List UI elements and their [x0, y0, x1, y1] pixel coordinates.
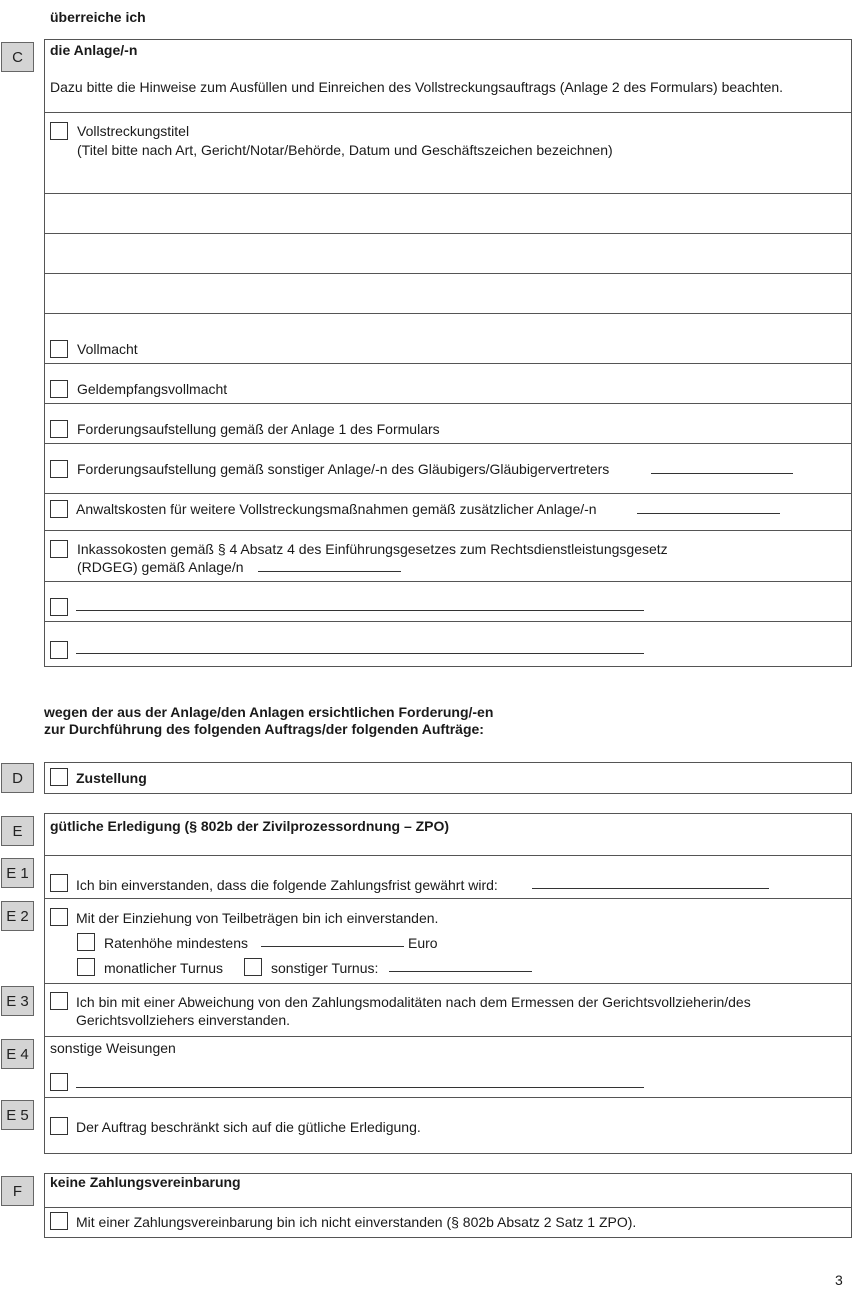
section-c-title: die Anlage/-n	[50, 42, 138, 58]
e3-checkbox[interactable]	[50, 992, 68, 1010]
sonstiger-turnus-input[interactable]	[389, 971, 532, 972]
forderung-sonstige-checkbox[interactable]	[50, 460, 68, 478]
section-e2-marker: E 2	[1, 901, 34, 931]
divider	[44, 898, 852, 899]
divider	[44, 403, 852, 404]
euro-label: Euro	[408, 935, 438, 951]
section-f-title: keine Zahlungsvereinbarung	[50, 1174, 241, 1190]
section-e1-marker: E 1	[1, 858, 34, 888]
divider	[44, 233, 852, 234]
other-attachment-input-2[interactable]	[76, 653, 644, 654]
other-attachment-checkbox-2[interactable]	[50, 641, 68, 659]
e3-label-line2: Gerichtsvollziehers einverstanden.	[76, 1012, 290, 1028]
zustellung-label: Zustellung	[76, 770, 147, 786]
forderung-sonstige-label: Forderungsaufstellung gemäß sonstiger Anlage/-n des Gläubigers/Gläubigervertreters	[77, 461, 610, 477]
inkassokosten-label-line1: Inkassokosten gemäß § 4 Absatz 4 des Einführungsgesetzes zum Rechtsdienstleistungsgesetz	[77, 541, 668, 557]
sonstiger-turnus-checkbox[interactable]	[244, 958, 262, 976]
divider	[44, 530, 852, 531]
divider	[44, 363, 852, 364]
section-e3-marker: E 3	[1, 986, 34, 1016]
section-f-marker: F	[1, 1176, 34, 1206]
anwaltskosten-label: Anwaltskosten für weitere Vollstreckungsmaßnahmen gemäß zusätzlicher Anlage/-n	[76, 501, 597, 517]
anwaltskosten-input[interactable]	[637, 513, 780, 514]
vollstreckungstitel-label: Vollstreckungstitel	[77, 123, 190, 139]
ratenhoehe-label: Ratenhöhe mindestens	[104, 935, 248, 951]
section-d-marker: D	[1, 763, 34, 793]
e5-checkbox[interactable]	[50, 1117, 68, 1135]
divider	[44, 581, 852, 582]
ratenhoehe-checkbox[interactable]	[77, 933, 95, 951]
anwaltskosten-checkbox[interactable]	[50, 500, 68, 518]
section-d-box	[44, 762, 852, 794]
section-c-marker: C	[1, 42, 34, 72]
sonstiger-turnus-label: sonstiger Turnus:	[271, 960, 379, 976]
other-attachment-checkbox-1[interactable]	[50, 598, 68, 616]
divider	[44, 273, 852, 274]
intro-text: überreiche ich	[50, 9, 146, 25]
section-c-note: Dazu bitte die Hinweise zum Ausfüllen und Einreichen des Vollstreckungsauftrags (Anlage 2 des Formulars) beachten.	[50, 79, 784, 95]
divider	[44, 443, 852, 444]
f-label: Mit einer Zahlungsvereinbarung bin ich nicht einverstanden (§ 802b Absatz 2 Satz 1 ZPO).	[76, 1214, 637, 1230]
e4-title: sonstige Weisungen	[50, 1040, 176, 1056]
section-e4-marker: E 4	[1, 1039, 34, 1069]
vollstreckungstitel-checkbox[interactable]	[50, 122, 68, 140]
e1-label: Ich bin einverstanden, dass die folgende Zahlungsfrist gewährt wird:	[76, 877, 498, 893]
e2-label: Mit der Einziehung von Teilbeträgen bin ich einverstanden.	[76, 910, 439, 926]
vollmacht-checkbox[interactable]	[50, 340, 68, 358]
monatlich-label: monatlicher Turnus	[104, 960, 224, 976]
forderung-anlage1-checkbox[interactable]	[50, 420, 68, 438]
ratenhoehe-input[interactable]	[261, 946, 404, 947]
divider	[44, 983, 852, 984]
divider	[44, 1036, 852, 1037]
section-e-title: gütliche Erledigung (§ 802b der Zivilprozessordnung – ZPO)	[50, 818, 450, 834]
inkassokosten-label-line2: (RDGEG) gemäß Anlage/n	[77, 559, 244, 575]
divider	[44, 621, 852, 622]
zustellung-checkbox[interactable]	[50, 768, 68, 786]
title-entry-field-2[interactable]	[46, 236, 850, 270]
e1-checkbox[interactable]	[50, 874, 68, 892]
monatlich-checkbox[interactable]	[77, 958, 95, 976]
divider	[44, 112, 852, 113]
divider	[44, 193, 852, 194]
inkassokosten-checkbox[interactable]	[50, 540, 68, 558]
wegen-text-line1: wegen der aus der Anlage/den Anlagen ersichtlichen Forderung/-en	[44, 704, 494, 720]
title-entry-field-1[interactable]	[46, 196, 850, 230]
section-e-marker: E	[1, 816, 34, 846]
title-entry-field-3[interactable]	[46, 276, 850, 310]
divider	[44, 493, 852, 494]
wegen-text-line2: zur Durchführung des folgenden Auftrags/der folgenden Aufträge:	[44, 721, 484, 737]
vollstreckungstitel-hint: (Titel bitte nach Art, Gericht/Notar/Behörde, Datum und Geschäftszeichen bezeichnen)	[77, 142, 613, 158]
vollmacht-label: Vollmacht	[77, 341, 138, 357]
forderung-anlage1-label: Forderungsaufstellung gemäß der Anlage 1 des Formulars	[77, 421, 440, 437]
zahlungsfrist-input[interactable]	[532, 888, 769, 889]
f-checkbox[interactable]	[50, 1212, 68, 1230]
divider	[44, 855, 852, 856]
e5-label: Der Auftrag beschränkt sich auf die gütliche Erledigung.	[76, 1119, 421, 1135]
e4-checkbox[interactable]	[50, 1073, 68, 1091]
other-attachment-input-1[interactable]	[76, 610, 644, 611]
geldempfangsvollmacht-label: Geldempfangsvollmacht	[77, 381, 228, 397]
page-number: 3	[835, 1272, 843, 1288]
divider	[44, 313, 852, 314]
inkassokosten-input[interactable]	[258, 571, 401, 572]
geldempfangsvollmacht-checkbox[interactable]	[50, 380, 68, 398]
divider	[44, 1097, 852, 1098]
sonstige-weisungen-input[interactable]	[76, 1087, 644, 1088]
section-e5-marker: E 5	[1, 1100, 34, 1130]
forderung-sonstige-input[interactable]	[651, 473, 793, 474]
e2-checkbox[interactable]	[50, 908, 68, 926]
divider	[44, 1207, 852, 1208]
e3-label-line1: Ich bin mit einer Abweichung von den Zahlungsmodalitäten nach dem Ermessen der Gerichtsvollzieherin/des	[76, 994, 751, 1010]
